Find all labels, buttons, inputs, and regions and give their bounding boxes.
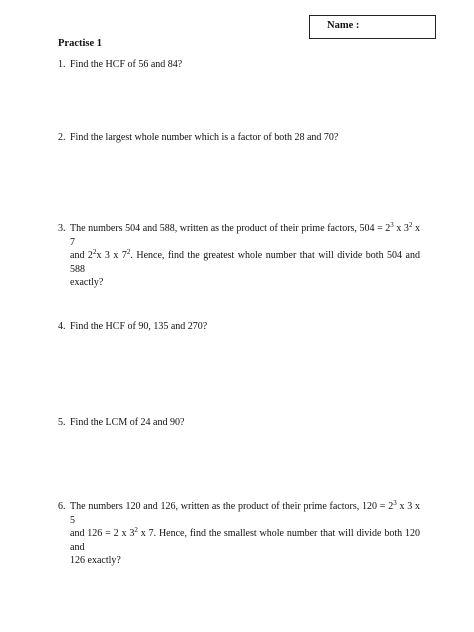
question-number: 4. [58,321,66,332]
text-segment: and 126 = 2 x 3 [70,528,135,539]
text-segment: x 3 [396,223,409,234]
name-label: Name : [327,20,360,31]
question-number: 3. [58,223,66,234]
question-line [70,222,420,249]
question-number: 5. [58,417,66,428]
question-1 [58,58,420,72]
text-segment: and 2 [70,250,93,261]
question-line [70,527,420,554]
question-line [70,500,420,527]
question-text: Find the HCF of 90, 135 and 270? [70,321,208,332]
text-segment: The numbers 504 and 588, written as the product of their prime factors, 504 = 2 [70,223,391,234]
text-segment: . Hence, find the greatest whole number that will divide both 504 and 588 [70,250,420,275]
question-text: Find the LCM of 24 and 90? [70,417,185,428]
text-segment: x 3 x 7 [96,250,127,261]
question-4 [58,320,420,334]
exponent: 2 [92,248,97,256]
question-number: 2. [58,132,66,143]
question-3 [58,222,420,290]
exponent: 2 [126,248,131,256]
question-line: exactly? [70,277,104,288]
question-5 [58,416,420,430]
text-segment: The numbers 120 and 126, written as the product of their prime factors, 120 = 2 [70,501,394,512]
question-text: Find the HCF of 56 and 84? [70,59,183,70]
exponent: 2 [134,526,138,534]
worksheet-title: Practise 1 [58,38,103,49]
exponent: 2 [408,221,413,229]
question-text [70,500,420,568]
question-2 [58,131,420,145]
text-segment: x 7. Hence, find the smallest whole number that will divide both 120 and [70,528,420,553]
question-line [70,249,420,276]
question-number: 1. [58,59,66,70]
question-text: Find the largest whole number which is a factor of both 28 and 70? [70,132,339,143]
text-segment: x 3 x 5 [70,501,421,526]
exponent: 3 [393,499,397,507]
question-number: 6. [58,501,66,512]
question-text [70,222,420,290]
name-box[interactable] [309,15,436,39]
exponent: 3 [390,221,394,229]
question-line: 126 exactly? [70,555,121,566]
question-6 [58,500,420,568]
text-segment: x 7 [70,223,421,248]
